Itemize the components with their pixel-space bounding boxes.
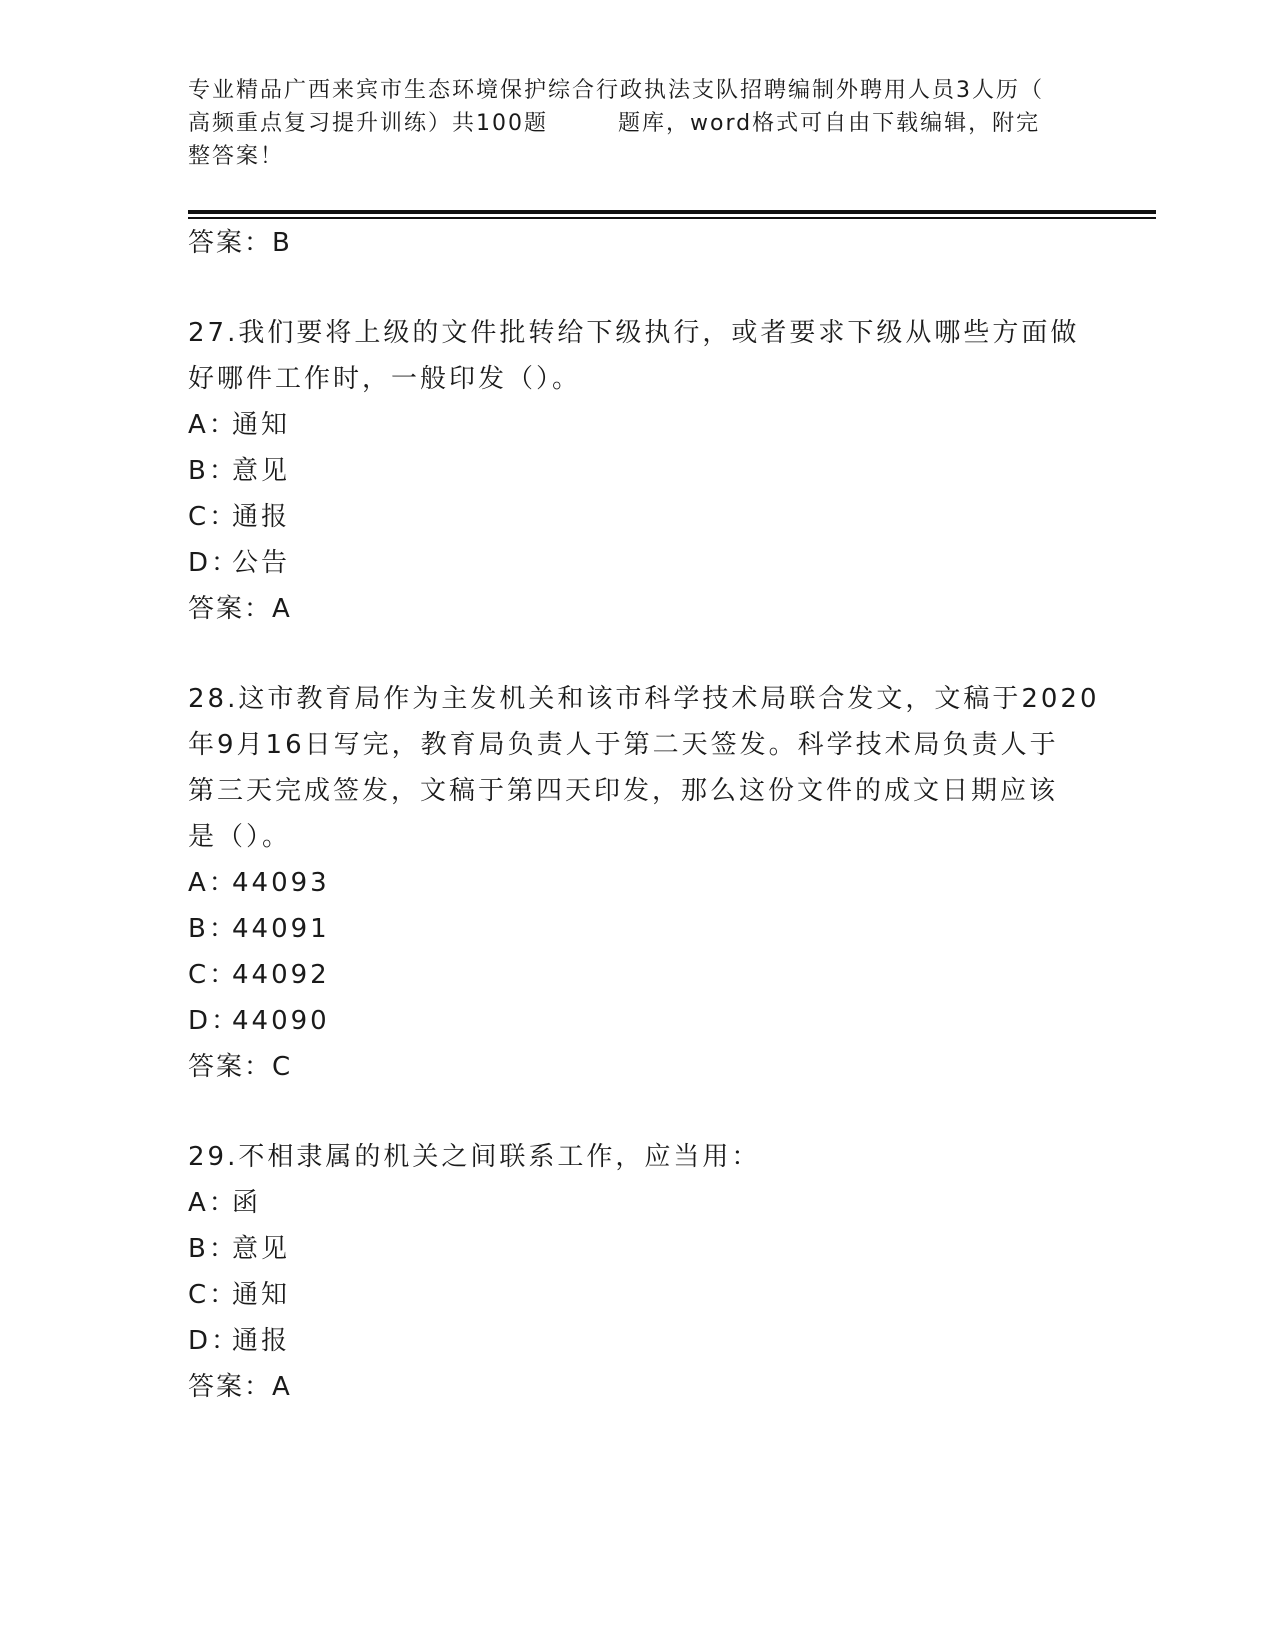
option-key: B： bbox=[188, 1234, 238, 1264]
question-line: 年9月16日写完，教育局负责人于第二天签发。科学技术局负责人于 bbox=[188, 730, 1059, 760]
option-key: A： bbox=[188, 410, 238, 440]
header-divider-thin bbox=[188, 217, 1156, 219]
question-line: 是（）。 bbox=[188, 822, 292, 852]
answer: 答案：A bbox=[188, 1372, 292, 1402]
option-a bbox=[188, 1180, 1088, 1226]
header-line-2-right: 题库，word格式可自由下载编辑，附完 bbox=[618, 111, 1041, 136]
option-text: 公告 bbox=[232, 548, 291, 578]
option-key: C： bbox=[188, 502, 239, 532]
question-28 bbox=[188, 676, 1100, 1090]
header-line-2 bbox=[188, 107, 1088, 140]
option-a bbox=[188, 402, 1088, 448]
option-b bbox=[188, 906, 1088, 952]
option-text: 函 bbox=[232, 1188, 262, 1218]
question-text bbox=[188, 310, 1088, 402]
header-line-2-left: 高频重点复习提升训练）共100题 bbox=[188, 111, 548, 136]
option-a bbox=[188, 860, 1088, 906]
option-b bbox=[188, 1226, 1088, 1272]
option-key: D： bbox=[188, 1326, 241, 1356]
option-c bbox=[188, 1272, 1088, 1318]
question-line: 27.我们要将上级的文件批转给下级执行，或者要求下级从哪些方面做 bbox=[188, 318, 1080, 348]
option-text: 通知 bbox=[232, 410, 291, 440]
option-text: 44090 bbox=[232, 1006, 330, 1036]
option-key: D： bbox=[188, 1006, 241, 1036]
option-d bbox=[188, 998, 1088, 1044]
option-text: 通报 bbox=[232, 502, 291, 532]
option-text: 意见 bbox=[232, 456, 291, 486]
option-d bbox=[188, 540, 1088, 586]
option-key: A： bbox=[188, 1188, 238, 1218]
question-line: 好哪件工作时，一般印发（）。 bbox=[188, 364, 582, 394]
document-header bbox=[188, 74, 1088, 173]
question-27 bbox=[188, 310, 1088, 632]
question-line: 29.不相隶属的机关之间联系工作，应当用： bbox=[188, 1142, 761, 1172]
option-text: 意见 bbox=[232, 1234, 291, 1264]
header-divider-thick bbox=[188, 210, 1156, 214]
option-key: C： bbox=[188, 1280, 239, 1310]
option-text: 通知 bbox=[232, 1280, 291, 1310]
answer: 答案：C bbox=[188, 1052, 293, 1082]
option-key: D： bbox=[188, 548, 241, 578]
option-key: C： bbox=[188, 960, 239, 990]
question-text bbox=[188, 676, 1100, 860]
option-c bbox=[188, 952, 1088, 998]
option-text: 44092 bbox=[232, 960, 330, 990]
option-text: 通报 bbox=[232, 1326, 291, 1356]
question-text bbox=[188, 1134, 1088, 1180]
option-c bbox=[188, 494, 1088, 540]
question-line: 第三天完成签发，文稿于第四天印发，那么这份文件的成文日期应该 bbox=[188, 776, 1059, 806]
option-b bbox=[188, 448, 1088, 494]
previous-answer: 答案：B bbox=[188, 228, 292, 258]
header-line-3: 整答案！ bbox=[188, 144, 285, 169]
option-text: 44093 bbox=[232, 868, 330, 898]
option-key: B： bbox=[188, 914, 238, 944]
question-list bbox=[188, 220, 1100, 1410]
answer: 答案：A bbox=[188, 594, 292, 624]
header-line-1: 专业精品广西来宾市生态环境保护综合行政执法支队招聘编制外聘用人员3人历（ bbox=[188, 78, 1044, 103]
option-key: A： bbox=[188, 868, 238, 898]
option-text: 44091 bbox=[232, 914, 330, 944]
option-key: B： bbox=[188, 456, 238, 486]
question-29 bbox=[188, 1134, 1088, 1410]
question-line: 28.这市教育局作为主发机关和该市科学技术局联合发文，文稿于2020 bbox=[188, 684, 1100, 714]
option-d bbox=[188, 1318, 1088, 1364]
